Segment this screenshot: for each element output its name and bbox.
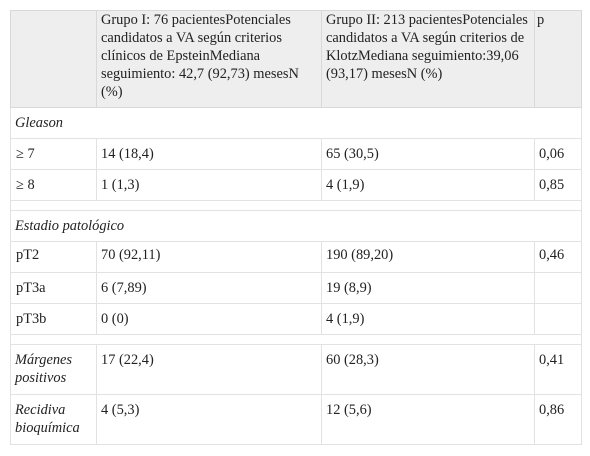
header-group-2: Grupo II: 213 pacientesPotenciales candidatos a VA según criterios de KlotzMediana seguimiento:39,06 (93,17) mesesN (%) — [322, 11, 535, 108]
group-2-value: 4 (1,9) — [322, 170, 535, 201]
p-value — [535, 304, 582, 335]
table-header-row — [11, 11, 582, 108]
header-group-1: Grupo I: 76 pacientesPotenciales candidatos a VA según criterios clínicos de EpsteinMediana seguimiento: 42,7 (92,73) mesesN (%) — [97, 11, 322, 108]
p-value: 0,41 — [535, 345, 582, 395]
section-title-estadio: Estadio patológico — [11, 211, 582, 242]
row-label: pT3b — [11, 304, 97, 335]
group-2-value: 190 (89,20) — [322, 242, 535, 273]
spacer-cell — [11, 201, 582, 211]
table-row-margenes — [11, 345, 582, 395]
row-label: Márgenes positivos — [11, 345, 97, 395]
group-2-value: 4 (1,9) — [322, 304, 535, 335]
spacer-row — [11, 201, 582, 211]
spacer-row — [11, 335, 582, 345]
p-value: 0,86 — [535, 395, 582, 445]
table-row — [11, 304, 582, 335]
results-table-container — [10, 10, 581, 445]
row-label: pT2 — [11, 242, 97, 273]
section-row-estadio — [11, 211, 582, 242]
p-value: 0,85 — [535, 170, 582, 201]
header-empty-cell — [11, 11, 97, 108]
p-value — [535, 273, 582, 304]
section-title-gleason: Gleason — [11, 108, 582, 139]
p-value: 0,06 — [535, 139, 582, 170]
group-1-value: 17 (22,4) — [97, 345, 322, 395]
table-row — [11, 139, 582, 170]
p-value: 0,46 — [535, 242, 582, 273]
group-2-value: 60 (28,3) — [322, 345, 535, 395]
section-row-gleason — [11, 108, 582, 139]
row-label: pT3a — [11, 273, 97, 304]
group-2-value: 12 (5,6) — [322, 395, 535, 445]
group-2-value: 65 (30,5) — [322, 139, 535, 170]
group-1-value: 70 (92,11) — [97, 242, 322, 273]
header-p-value: p — [535, 11, 582, 108]
table-row — [11, 242, 582, 273]
spacer-cell — [11, 335, 582, 345]
table-row — [11, 170, 582, 201]
group-2-value: 19 (8,9) — [322, 273, 535, 304]
group-1-value: 14 (18,4) — [97, 139, 322, 170]
row-label: Recidiva bioquímica — [11, 395, 97, 445]
row-label: ≥ 8 — [11, 170, 97, 201]
group-1-value: 6 (7,89) — [97, 273, 322, 304]
row-label: ≥ 7 — [11, 139, 97, 170]
results-table — [10, 10, 582, 445]
table-row-recidiva — [11, 395, 582, 445]
table-row — [11, 273, 582, 304]
group-1-value: 0 (0) — [97, 304, 322, 335]
group-1-value: 1 (1,3) — [97, 170, 322, 201]
group-1-value: 4 (5,3) — [97, 395, 322, 445]
